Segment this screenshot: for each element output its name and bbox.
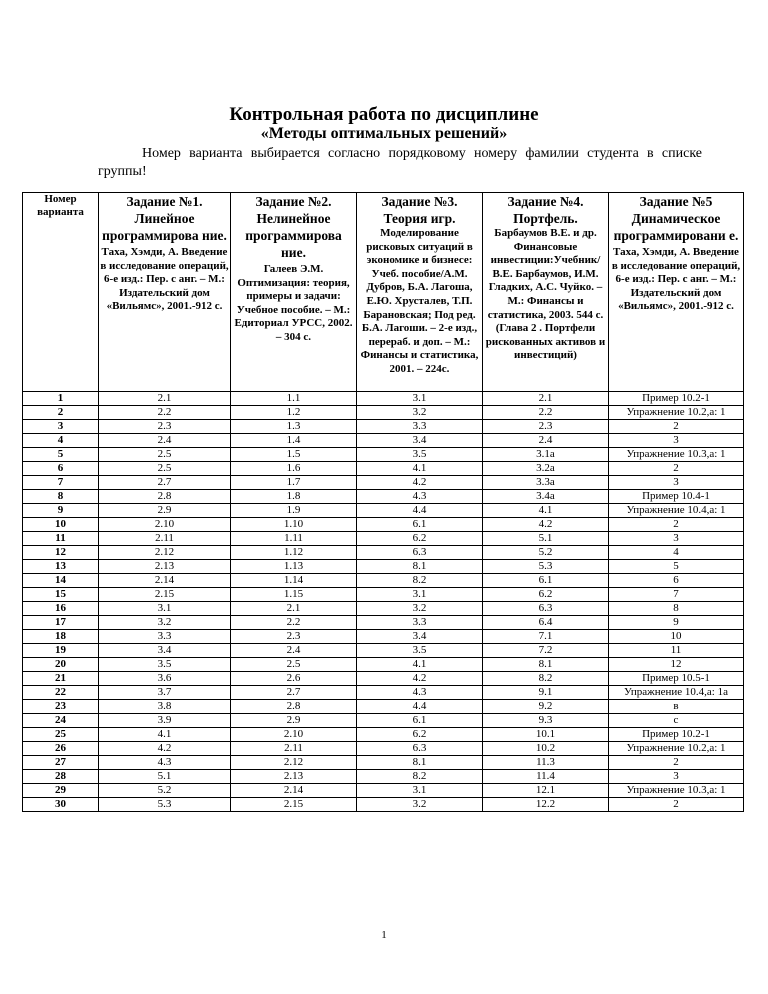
cell-task-2: 1.10 <box>231 518 357 532</box>
cell-task-3: 8.1 <box>357 560 483 574</box>
cell-variant-number: 5 <box>23 448 99 462</box>
cell-task-2: 2.13 <box>231 770 357 784</box>
cell-variant-number: 11 <box>23 532 99 546</box>
cell-task-3: 3.4 <box>357 434 483 448</box>
cell-task-4: 3.1а <box>483 448 609 462</box>
cell-task-3: 3.1 <box>357 588 483 602</box>
cell-variant-number: 18 <box>23 630 99 644</box>
cell-task-3: 3.5 <box>357 644 483 658</box>
table-body <box>23 392 744 812</box>
cell-task-1: 5.3 <box>99 798 231 812</box>
cell-variant-number: 21 <box>23 672 99 686</box>
table-row <box>23 672 744 686</box>
cell-task-4: 6.1 <box>483 574 609 588</box>
cell-task-3: 3.3 <box>357 616 483 630</box>
cell-task-4: 3.2а <box>483 462 609 476</box>
header-task-2-title: Задание №2. Нелинейное программирова ние. <box>245 194 342 260</box>
cell-task-4: 3.3а <box>483 476 609 490</box>
cell-task-5: 9 <box>609 616 744 630</box>
header-variant-number <box>23 193 99 392</box>
cell-task-5: 7 <box>609 588 744 602</box>
cell-task-5: 4 <box>609 546 744 560</box>
cell-task-1: 4.2 <box>99 742 231 756</box>
header-task-5-title: Задание №5 Динамическое программировани е. <box>613 194 739 243</box>
cell-task-2: 1.7 <box>231 476 357 490</box>
table-row <box>23 756 744 770</box>
cell-task-2: 1.13 <box>231 560 357 574</box>
cell-task-2: 1.9 <box>231 504 357 518</box>
table-row <box>23 462 744 476</box>
table-row <box>23 770 744 784</box>
table-row <box>23 630 744 644</box>
cell-task-2: 1.8 <box>231 490 357 504</box>
header-task-2 <box>231 193 357 392</box>
cell-variant-number: 20 <box>23 658 99 672</box>
cell-variant-number: 15 <box>23 588 99 602</box>
cell-task-2: 2.8 <box>231 700 357 714</box>
cell-variant-number: 16 <box>23 602 99 616</box>
cell-variant-number: 24 <box>23 714 99 728</box>
table-header-row <box>23 193 744 392</box>
cell-task-1: 3.4 <box>99 644 231 658</box>
cell-task-5: 2 <box>609 518 744 532</box>
cell-task-1: 3.9 <box>99 714 231 728</box>
cell-task-2: 2.2 <box>231 616 357 630</box>
cell-task-3: 3.1 <box>357 392 483 406</box>
cell-task-1: 4.1 <box>99 728 231 742</box>
header-variant-label: Номер варианта <box>37 193 84 218</box>
cell-variant-number: 9 <box>23 504 99 518</box>
cell-task-1: 3.7 <box>99 686 231 700</box>
table-row <box>23 546 744 560</box>
table-row <box>23 616 744 630</box>
header-task-4-title: Задание №4. Портфель. <box>507 194 584 226</box>
cell-task-3: 8.2 <box>357 770 483 784</box>
cell-task-1: 3.3 <box>99 630 231 644</box>
cell-task-3: 3.2 <box>357 602 483 616</box>
cell-task-4: 11.3 <box>483 756 609 770</box>
cell-task-2: 2.7 <box>231 686 357 700</box>
cell-variant-number: 27 <box>23 756 99 770</box>
cell-task-5: Пример 10.5-1 <box>609 672 744 686</box>
table-row <box>23 420 744 434</box>
cell-task-3: 4.1 <box>357 462 483 476</box>
cell-task-4: 12.2 <box>483 798 609 812</box>
cell-task-3: 4.2 <box>357 672 483 686</box>
header-task-3 <box>357 193 483 392</box>
cell-task-1: 2.7 <box>99 476 231 490</box>
cell-task-4: 10.1 <box>483 728 609 742</box>
table-row <box>23 448 744 462</box>
cell-task-3: 3.4 <box>357 630 483 644</box>
cell-task-2: 2.1 <box>231 602 357 616</box>
cell-task-2: 1.1 <box>231 392 357 406</box>
cell-task-4: 6.2 <box>483 588 609 602</box>
cell-task-5: 12 <box>609 658 744 672</box>
table-row <box>23 644 744 658</box>
header-task-3-source: Моделирование рисковых ситуаций в экономике и бизнесе: Учеб. пособие/А.М. Дубров, Б.А. Лагоша, Е.Ю. Хрусталев, Т.П. Барановская; Под ред. Б.А. Лагоши. – 2-е изд., перераб. и доп. – М.: Финансы и статистика, 2001. – 224с. <box>360 227 479 375</box>
header-task-1 <box>99 193 231 392</box>
cell-task-2: 1.4 <box>231 434 357 448</box>
table-row <box>23 560 744 574</box>
cell-task-3: 6.2 <box>357 532 483 546</box>
cell-task-3: 3.1 <box>357 784 483 798</box>
cell-task-1: 5.1 <box>99 770 231 784</box>
cell-task-3: 8.2 <box>357 574 483 588</box>
cell-task-5: Упражнение 10.2,а: 1 <box>609 742 744 756</box>
cell-variant-number: 28 <box>23 770 99 784</box>
table-row <box>23 602 744 616</box>
header-task-2-source: Галеев Э.М. Оптимизация: теория, примеры и задачи: Учебное пособие. – М.: Едиториал УРСС, 2002. – 304 с. <box>234 263 353 343</box>
cell-task-3: 4.2 <box>357 476 483 490</box>
cell-task-2: 2.11 <box>231 742 357 756</box>
cell-task-2: 2.3 <box>231 630 357 644</box>
cell-task-2: 1.5 <box>231 448 357 462</box>
page-subtitle: «Методы оптимальных решений» <box>260 125 508 142</box>
cell-task-2: 1.2 <box>231 406 357 420</box>
table-row <box>23 434 744 448</box>
cell-task-2: 2.10 <box>231 728 357 742</box>
table-row <box>23 588 744 602</box>
cell-task-4: 3.4а <box>483 490 609 504</box>
cell-task-5: Пример 10.2-1 <box>609 392 744 406</box>
cell-variant-number: 29 <box>23 784 99 798</box>
cell-task-5: 3 <box>609 770 744 784</box>
cell-variant-number: 4 <box>23 434 99 448</box>
table-row <box>23 504 744 518</box>
cell-task-3: 3.5 <box>357 448 483 462</box>
cell-task-5: 2 <box>609 420 744 434</box>
cell-task-4: 9.1 <box>483 686 609 700</box>
cell-task-5: 2 <box>609 462 744 476</box>
cell-task-1: 3.1 <box>99 602 231 616</box>
cell-task-5: Упражнение 10.3,а: 1 <box>609 784 744 798</box>
table-row <box>23 686 744 700</box>
cell-variant-number: 30 <box>23 798 99 812</box>
cell-task-1: 2.10 <box>99 518 231 532</box>
cell-variant-number: 10 <box>23 518 99 532</box>
cell-task-4: 6.4 <box>483 616 609 630</box>
header-task-1-source: Таха, Хэмди, А. Введение в исследование операций, 6-е изд.: Пер. с анг. – М.: Издательский дом «Вильямс», 2001.-912 с. <box>100 246 229 313</box>
cell-task-4: 4.2 <box>483 518 609 532</box>
cell-variant-number: 2 <box>23 406 99 420</box>
cell-task-5: 3 <box>609 532 744 546</box>
cell-task-2: 1.3 <box>231 420 357 434</box>
table-row <box>23 784 744 798</box>
assignments-table <box>22 192 744 812</box>
header-task-4 <box>483 193 609 392</box>
cell-task-4: 4.1 <box>483 504 609 518</box>
table-row <box>23 574 744 588</box>
cell-variant-number: 7 <box>23 476 99 490</box>
cell-task-5: 11 <box>609 644 744 658</box>
cell-variant-number: 13 <box>23 560 99 574</box>
cell-task-2: 2.15 <box>231 798 357 812</box>
cell-task-2: 2.4 <box>231 644 357 658</box>
cell-task-2: 1.11 <box>231 532 357 546</box>
cell-task-1: 4.3 <box>99 756 231 770</box>
cell-task-4: 12.1 <box>483 784 609 798</box>
header-task-5 <box>609 193 744 392</box>
cell-task-1: 2.2 <box>99 406 231 420</box>
cell-variant-number: 6 <box>23 462 99 476</box>
table-row <box>23 714 744 728</box>
cell-task-5: 6 <box>609 574 744 588</box>
cell-task-4: 8.1 <box>483 658 609 672</box>
cell-task-2: 2.12 <box>231 756 357 770</box>
cell-variant-number: 1 <box>23 392 99 406</box>
intro-text: Номер варианта выбирается согласно порядковому номеру фамилии студента в списке группы! <box>98 146 702 179</box>
cell-task-3: 6.2 <box>357 728 483 742</box>
cell-task-1: 3.2 <box>99 616 231 630</box>
table-row <box>23 518 744 532</box>
cell-variant-number: 25 <box>23 728 99 742</box>
cell-task-1: 2.4 <box>99 434 231 448</box>
table-row <box>23 742 744 756</box>
table-row <box>23 532 744 546</box>
cell-variant-number: 8 <box>23 490 99 504</box>
cell-task-3: 4.4 <box>357 504 483 518</box>
cell-task-4: 5.2 <box>483 546 609 560</box>
cell-task-3: 3.3 <box>357 420 483 434</box>
table-row <box>23 490 744 504</box>
cell-task-1: 5.2 <box>99 784 231 798</box>
cell-task-5: 2 <box>609 798 744 812</box>
cell-task-4: 2.1 <box>483 392 609 406</box>
cell-task-4: 6.3 <box>483 602 609 616</box>
cell-variant-number: 19 <box>23 644 99 658</box>
cell-task-5: Пример 10.4-1 <box>609 490 744 504</box>
cell-task-4: 11.4 <box>483 770 609 784</box>
cell-task-5: Упражнение 10.2,а: 1 <box>609 406 744 420</box>
header-task-5-source: Таха, Хэмди, А. Введение в исследование операций, 6-е изд.: Пер. с анг. – М.: Издательский дом «Вильямс», 2001.-912 с. <box>611 246 741 313</box>
cell-variant-number: 23 <box>23 700 99 714</box>
cell-task-3: 4.3 <box>357 490 483 504</box>
table-row <box>23 392 744 406</box>
cell-task-3: 3.2 <box>357 406 483 420</box>
table-row <box>23 728 744 742</box>
cell-task-1: 2.8 <box>99 490 231 504</box>
cell-variant-number: 3 <box>23 420 99 434</box>
cell-task-4: 2.4 <box>483 434 609 448</box>
page-title: Контрольная работа по дисциплине <box>229 104 539 125</box>
cell-task-3: 4.3 <box>357 686 483 700</box>
cell-task-4: 7.2 <box>483 644 609 658</box>
cell-task-1: 2.5 <box>99 448 231 462</box>
cell-task-3: 3.2 <box>357 798 483 812</box>
cell-task-4: 2.2 <box>483 406 609 420</box>
header-task-4-source: Барбаумов В.Е. и др. Финансовые инвестиции:Учебник/ В.Е. Барбаумов, И.М. Гладких, А.С. Чуйко. – М.: Финансы и статистика, 2003. 544 с. (Глава 2 . Портфели рискованных активов и инвестиций) <box>485 227 606 362</box>
cell-task-5: Упражнение 10.3,а: 1 <box>609 448 744 462</box>
cell-task-5: 3 <box>609 434 744 448</box>
cell-task-5: 10 <box>609 630 744 644</box>
cell-task-3: 4.4 <box>357 700 483 714</box>
cell-task-3: 4.1 <box>357 658 483 672</box>
cell-task-4: 9.3 <box>483 714 609 728</box>
cell-task-4: 9.2 <box>483 700 609 714</box>
cell-task-3: 6.1 <box>357 518 483 532</box>
cell-task-5: в <box>609 700 744 714</box>
cell-task-1: 2.5 <box>99 462 231 476</box>
cell-task-5: 2 <box>609 756 744 770</box>
cell-task-3: 6.3 <box>357 742 483 756</box>
cell-task-1: 3.6 <box>99 672 231 686</box>
cell-variant-number: 26 <box>23 742 99 756</box>
header-task-3-title: Задание №3. Теория игр. <box>381 194 458 226</box>
cell-task-1: 2.12 <box>99 546 231 560</box>
cell-task-3: 6.3 <box>357 546 483 560</box>
cell-task-2: 1.6 <box>231 462 357 476</box>
table-row <box>23 798 744 812</box>
cell-task-2: 1.12 <box>231 546 357 560</box>
cell-variant-number: 14 <box>23 574 99 588</box>
cell-task-5: Упражнение 10.4,а: 1 <box>609 504 744 518</box>
cell-task-2: 1.15 <box>231 588 357 602</box>
cell-task-1: 2.14 <box>99 574 231 588</box>
cell-variant-number: 22 <box>23 686 99 700</box>
table-row <box>23 658 744 672</box>
cell-task-4: 5.1 <box>483 532 609 546</box>
cell-task-2: 2.5 <box>231 658 357 672</box>
cell-task-1: 2.15 <box>99 588 231 602</box>
cell-task-3: 8.1 <box>357 756 483 770</box>
cell-task-5: 5 <box>609 560 744 574</box>
page-number: 1 <box>381 929 387 941</box>
cell-task-4: 8.2 <box>483 672 609 686</box>
table-row <box>23 700 744 714</box>
cell-task-1: 2.3 <box>99 420 231 434</box>
cell-task-1: 3.8 <box>99 700 231 714</box>
cell-task-5: Упражнение 10.4,а: 1а <box>609 686 744 700</box>
cell-task-1: 2.9 <box>99 504 231 518</box>
cell-task-2: 1.14 <box>231 574 357 588</box>
cell-task-5: Пример 10.2-1 <box>609 728 744 742</box>
cell-task-2: 2.14 <box>231 784 357 798</box>
cell-task-2: 2.9 <box>231 714 357 728</box>
cell-task-1: 2.1 <box>99 392 231 406</box>
cell-task-2: 2.6 <box>231 672 357 686</box>
table-row <box>23 406 744 420</box>
cell-variant-number: 17 <box>23 616 99 630</box>
cell-variant-number: 12 <box>23 546 99 560</box>
cell-task-3: 6.1 <box>357 714 483 728</box>
cell-task-1: 2.13 <box>99 560 231 574</box>
cell-task-1: 2.11 <box>99 532 231 546</box>
cell-task-4: 10.2 <box>483 742 609 756</box>
cell-task-4: 5.3 <box>483 560 609 574</box>
table-row <box>23 476 744 490</box>
cell-task-5: с <box>609 714 744 728</box>
cell-task-4: 2.3 <box>483 420 609 434</box>
header-task-1-title: Задание №1. Линейное программирова ние. <box>102 194 227 243</box>
cell-task-5: 3 <box>609 476 744 490</box>
cell-task-4: 7.1 <box>483 630 609 644</box>
cell-task-1: 3.5 <box>99 658 231 672</box>
cell-task-5: 8 <box>609 602 744 616</box>
